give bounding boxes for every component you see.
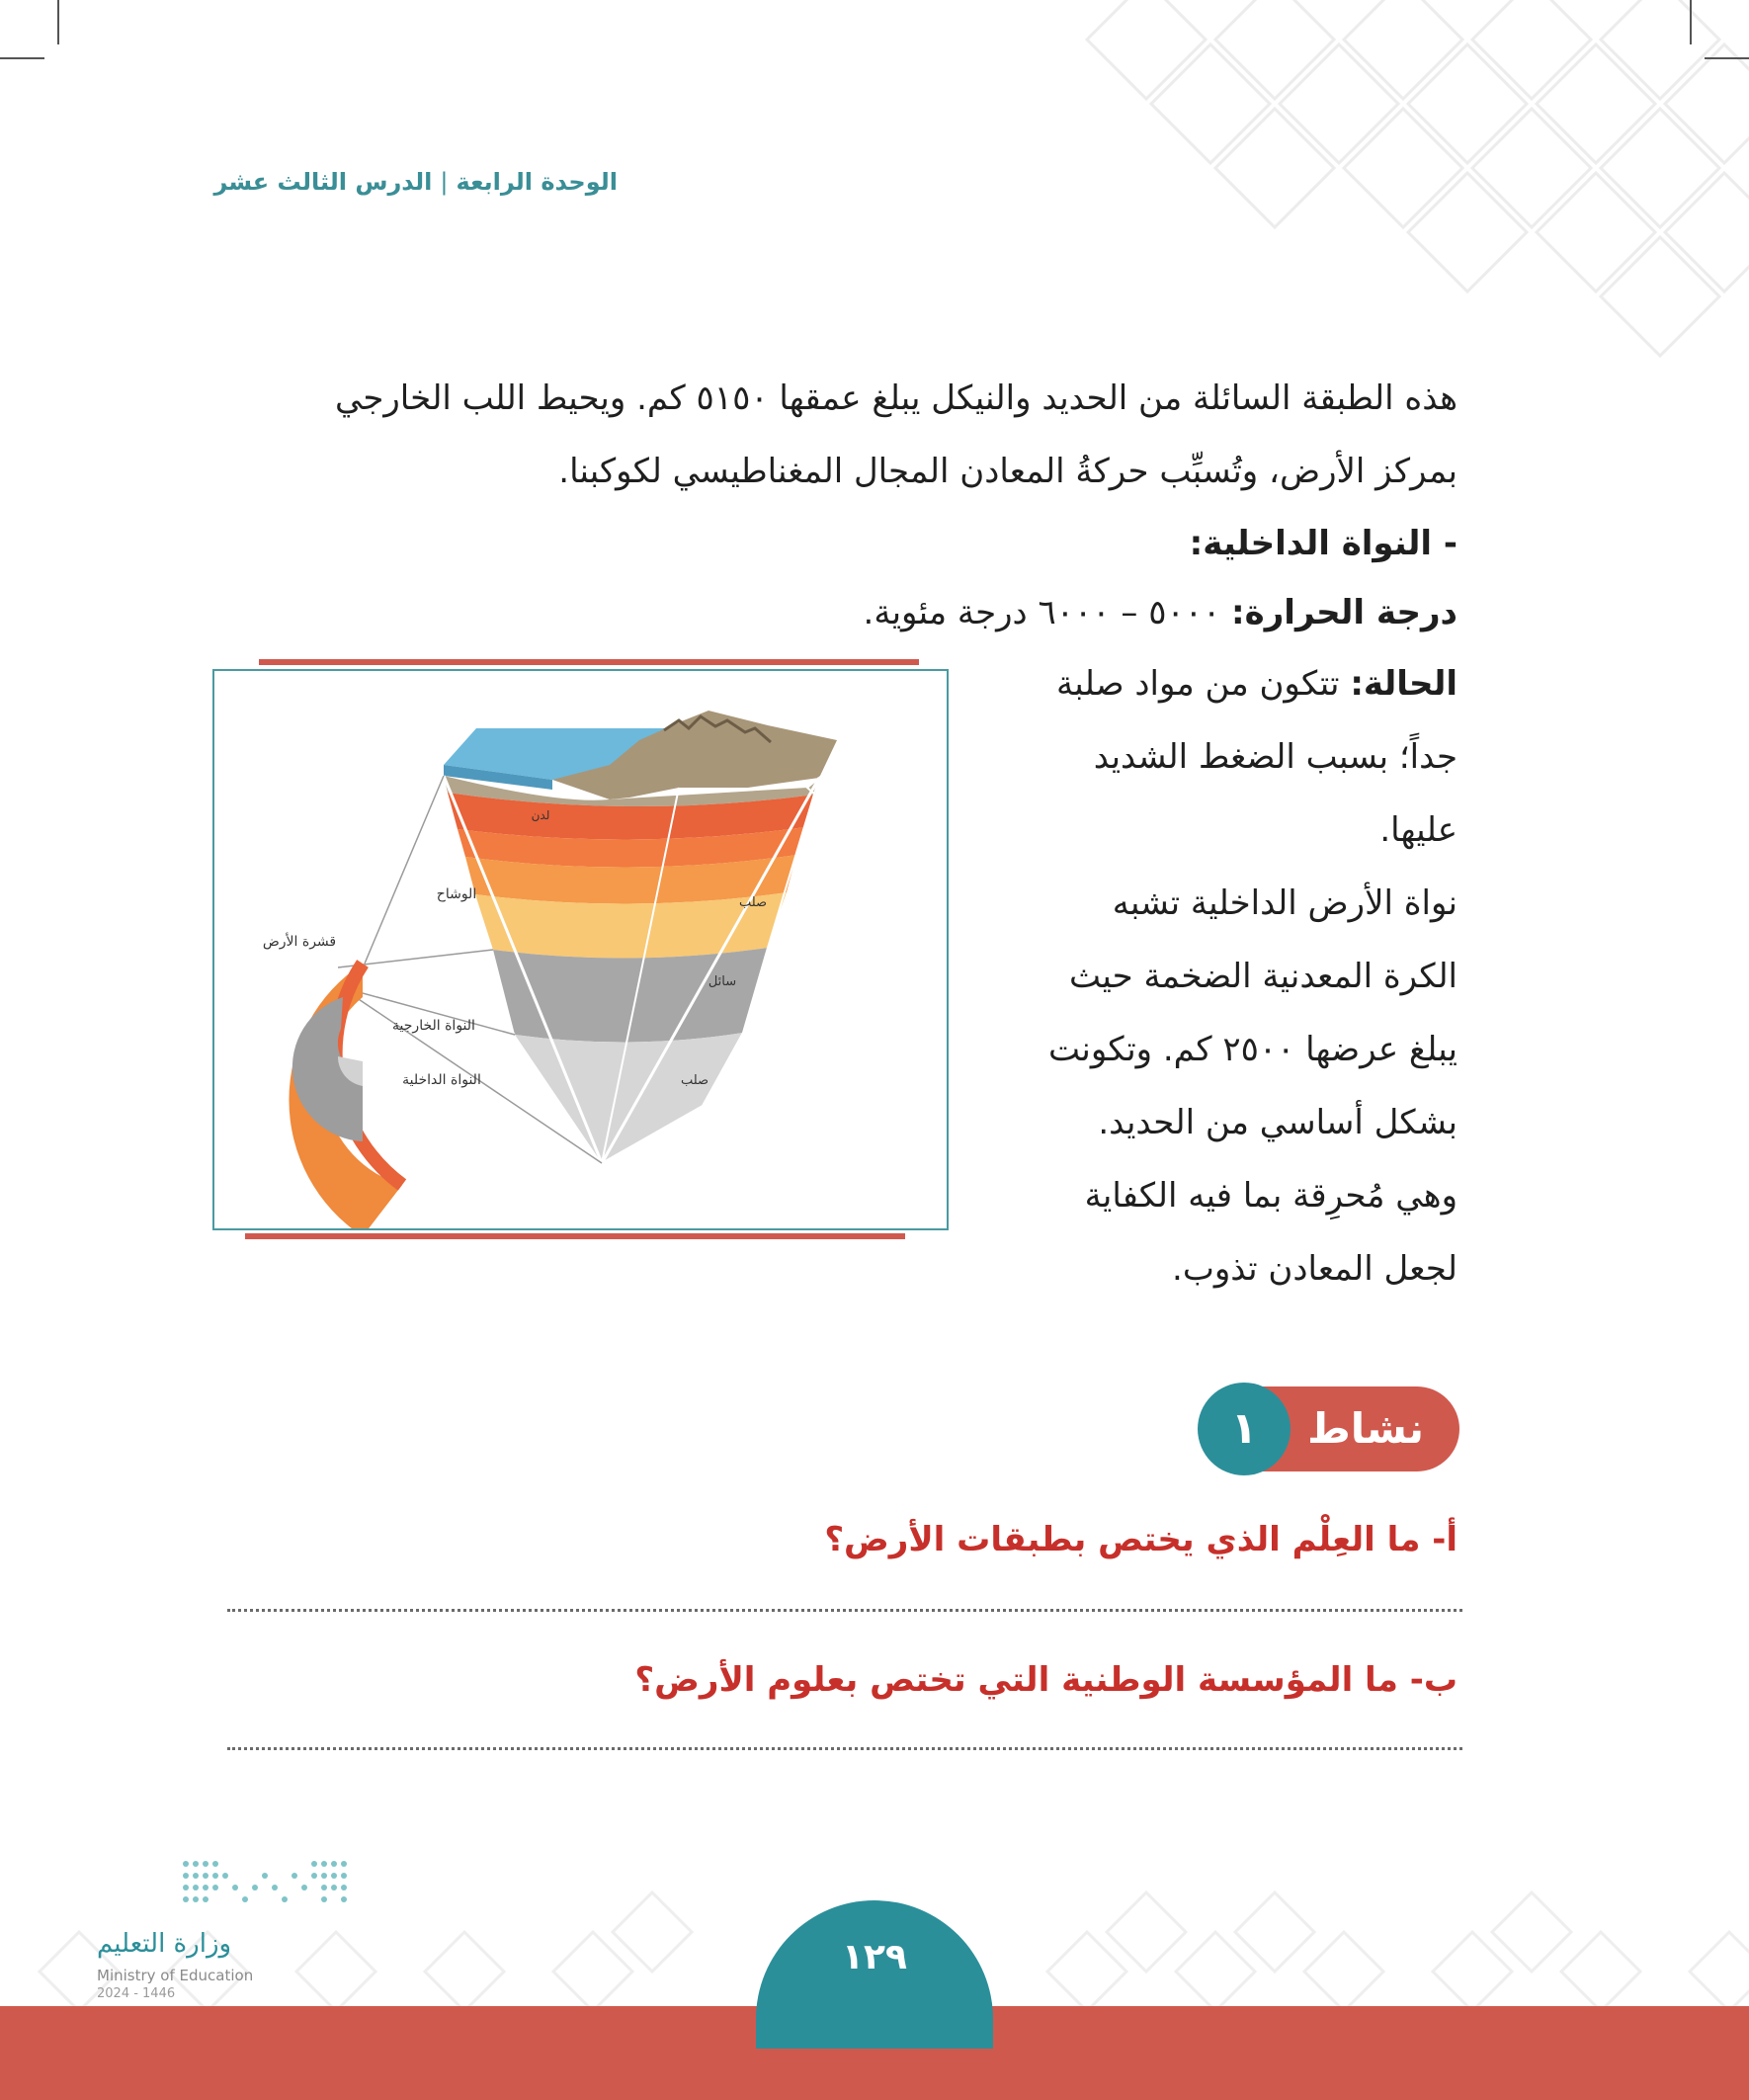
core-desc-line-3: يبلغ عرضها ٢٥٠٠ كم. وتكونت [1048, 1030, 1458, 1069]
paragraph-line-1: هذه الطبقة السائلة من الحديد والنيكل يبلغ عمقها ٥١٥٠ كم. ويحيط اللب الخارجي [334, 378, 1458, 418]
figure-top-bar [259, 659, 919, 665]
answer-line-b[interactable] [227, 1747, 1462, 1750]
ministry-logo-icon [99, 1858, 356, 1917]
header-unit: الوحدة الرابعة [456, 168, 618, 196]
ministry-year: 2024 - 1446 [97, 1986, 176, 2001]
label-inner-core: النواة الداخلية [402, 1072, 481, 1088]
label-outer-core: النواة الخارجية [392, 1018, 475, 1034]
state-line-1 [1056, 664, 1458, 704]
label-liquid: سائل [708, 974, 737, 989]
inner-core-slice [515, 1033, 743, 1163]
earth-layers-figure [212, 669, 949, 1230]
state-line-2: جداً؛ بسبب الضغط الشديد [1093, 737, 1458, 777]
label-solid-lower: صلب [680, 1073, 709, 1088]
core-desc-line-6: لجعل المعادن تذوب. [1172, 1249, 1458, 1289]
question-b: ب- ما المؤسسة الوطنية التي تختص بعلوم الأرض؟ [634, 1660, 1458, 1700]
crop-mark [1690, 0, 1692, 44]
paragraph-line-2: بمركز الأرض، وتُسبِّب حركةُ المعادن المجال المغناطيسي لكوكبنا. [558, 452, 1458, 491]
core-desc-line-4: بشكل أساسي من الحديد. [1098, 1103, 1458, 1142]
inner-core-heading: - النواة الداخلية: [1189, 524, 1458, 563]
answer-line-a[interactable] [227, 1609, 1462, 1612]
ministry-name-en: Ministry of Education [97, 1967, 254, 1984]
state-label: الحالة: [1350, 664, 1458, 704]
core-desc-line-5: وهي مُحرِقة بما فيه الكفاية [1084, 1176, 1458, 1216]
core-desc-line-2: الكرة المعدنية الضخمة حيث [1068, 957, 1458, 996]
label-mantle: الوشاح [436, 886, 477, 902]
earth-layers-diagram [214, 671, 947, 1228]
label-crust: قشرة الأرض [262, 934, 337, 950]
crop-mark [1705, 57, 1749, 59]
crop-mark [0, 57, 44, 59]
page-number: ١٢٩ [842, 1937, 907, 1977]
core-desc-line-1: نواة الأرض الداخلية تشبه [1112, 883, 1458, 923]
header-lesson: الدرس الثالث عشر [213, 168, 433, 196]
state-line-3: عليها. [1379, 810, 1458, 850]
temperature-label: درجة الحرارة: [1231, 593, 1458, 632]
ministry-name-ar: وزارة التعليم [97, 1929, 232, 1959]
label-solid-upper: صلب [738, 895, 768, 910]
label-layer-top: لدن [531, 808, 550, 822]
activity-label: نشاط [1307, 1404, 1424, 1453]
activity-number: ١ [1198, 1383, 1291, 1475]
question-a: أ- ما العِلْم الذي يختص بطبقات الأرض؟ [824, 1520, 1458, 1559]
temperature-value: ٥٠٠٠ – ٦٠٠٠ درجة مئوية. [863, 593, 1221, 632]
temperature-line [864, 593, 1458, 632]
running-header [213, 168, 618, 196]
header-separator: | [440, 168, 449, 196]
state-text-1: تتكون من مواد صلبة [1055, 664, 1340, 704]
crop-mark [57, 0, 59, 44]
figure-bottom-bar [245, 1233, 905, 1239]
